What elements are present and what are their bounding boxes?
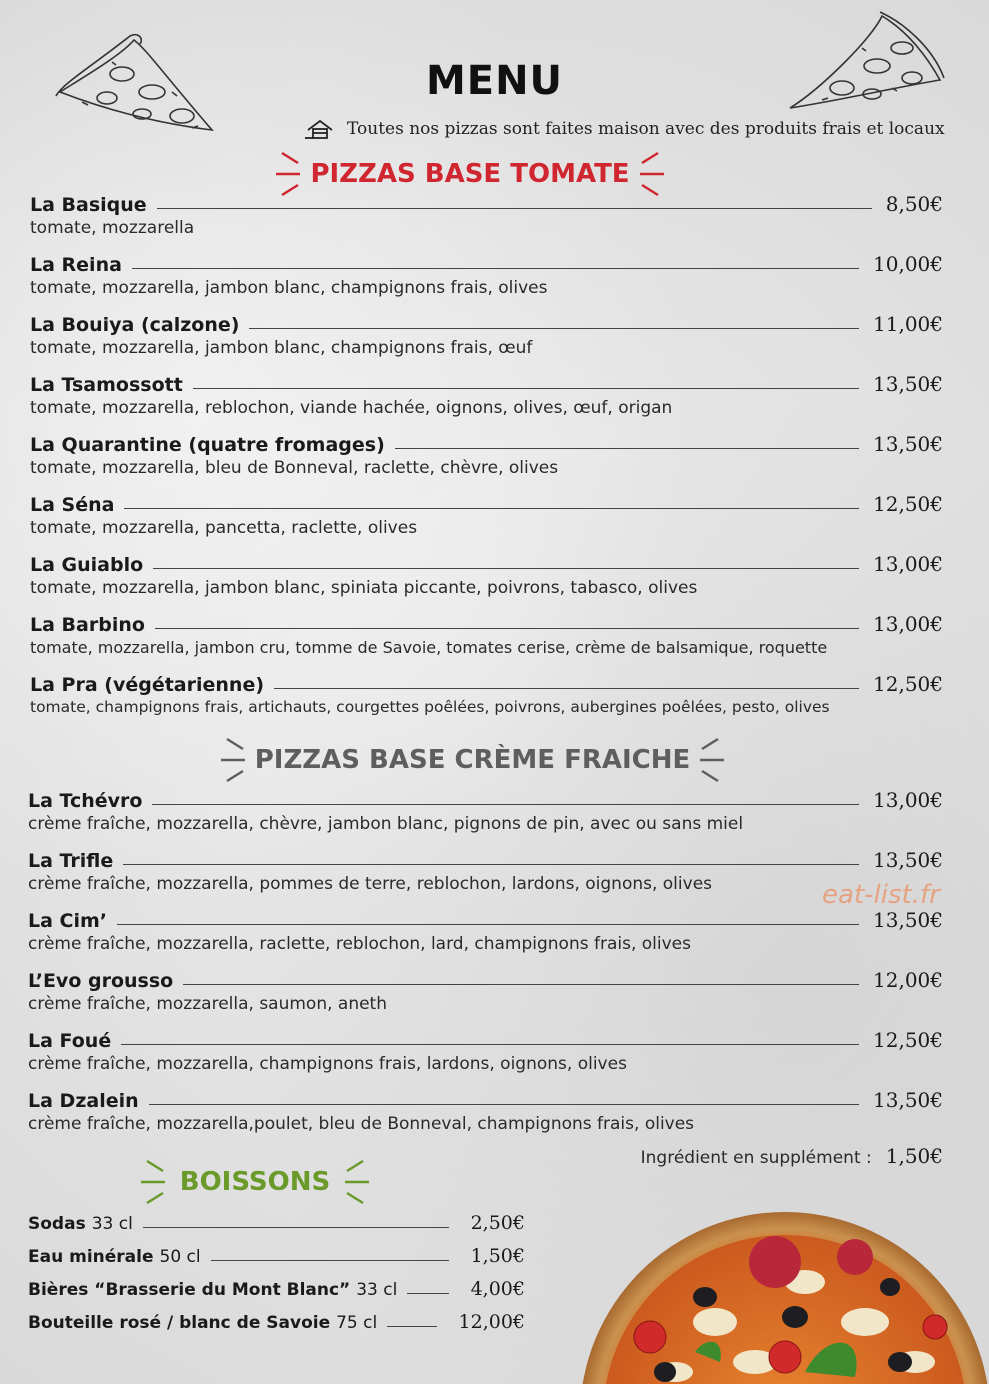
leader-line — [407, 1293, 448, 1294]
menu-item — [30, 550, 943, 598]
menu-item — [30, 430, 943, 478]
menu-item — [30, 610, 943, 657]
section-tomate — [270, 154, 670, 194]
item-desc: tomate, mozzarella — [30, 218, 195, 238]
supplement-label: Ingrédient en supplément : — [640, 1148, 872, 1168]
item-desc: tomate, mozzarella, jambon blanc, champignons frais, œuf — [30, 338, 533, 358]
item-price: 8,50€ — [885, 192, 943, 216]
menu-item — [28, 786, 943, 834]
leader-line — [249, 328, 859, 329]
drink-name: Bouteille rosé / blanc de Savoie — [28, 1313, 331, 1333]
drink-item — [28, 1241, 525, 1267]
drink-price: 12,00€ — [458, 1311, 525, 1333]
item-name: La Foué — [28, 1030, 112, 1052]
item-desc: tomate, mozzarella, bleu de Bonneval, raclette, chèvre, olives — [30, 458, 559, 478]
leader-line — [117, 924, 859, 925]
item-price: 13,00€ — [873, 552, 943, 576]
leader-line — [157, 208, 872, 209]
drink-price: 4,00€ — [470, 1278, 525, 1300]
leader-line — [193, 388, 859, 389]
item-price: 12,00€ — [873, 968, 943, 992]
leader-line — [123, 864, 859, 865]
item-desc: tomate, mozzarella, jambon cru, tomme de Savoie, tomates cerise, crème de balsamique, roquette — [30, 638, 828, 657]
leader-line — [183, 984, 859, 985]
leader-line — [149, 1104, 859, 1105]
item-price: 13,00€ — [873, 612, 943, 636]
watermark: eat-list.fr — [822, 880, 940, 910]
item-name: La Reina — [30, 254, 122, 276]
drink-name: Eau minérale — [28, 1247, 154, 1267]
drink-volume: 75 cl — [336, 1313, 378, 1333]
chef-hat-icon — [305, 118, 335, 140]
item-desc: crème fraîche, mozzarella, pommes de terre, reblochon, lardons, oignons, olives — [28, 874, 713, 894]
item-name: La Séna — [30, 494, 115, 516]
menu-item — [30, 310, 943, 358]
drink-item — [28, 1274, 525, 1300]
drink-volume: 33 cl — [91, 1214, 133, 1234]
item-desc: tomate, mozzarella, pancetta, raclette, olives — [30, 518, 418, 538]
menu-item — [28, 906, 943, 954]
item-name: La Barbino — [30, 614, 145, 636]
drink-price: 2,50€ — [470, 1212, 525, 1234]
item-price: 13,50€ — [873, 372, 943, 396]
item-price: 12,50€ — [873, 1028, 943, 1052]
item-price: 13,50€ — [873, 848, 943, 872]
menu-item — [30, 370, 943, 418]
item-name: La Basique — [30, 194, 147, 216]
item-price: 12,50€ — [873, 492, 943, 516]
supplement-price: 1,50€ — [885, 1144, 943, 1168]
item-name: La Bouiya (calzone) — [30, 314, 240, 336]
leader-line — [155, 628, 859, 629]
pizza-photo — [555, 1212, 989, 1384]
rays-left-icon — [217, 735, 247, 785]
menu-item — [28, 966, 943, 1014]
item-price: 13,50€ — [873, 1088, 943, 1112]
drink-price: 1,50€ — [470, 1245, 525, 1267]
menu-item — [30, 670, 943, 716]
supplement — [641, 1144, 943, 1168]
item-name: La Dzalein — [28, 1090, 139, 1112]
item-price: 13,50€ — [873, 432, 943, 456]
item-name: La Tchévro — [28, 790, 143, 812]
drink-item — [28, 1307, 525, 1333]
item-desc: tomate, mozzarella, jambon blanc, champignons frais, olives — [30, 278, 548, 298]
menu-item — [30, 490, 943, 538]
leader-line — [143, 1227, 449, 1228]
menu-item — [30, 190, 943, 238]
section-title: PIZZAS BASE CRÈME FRAICHE — [254, 745, 691, 775]
item-desc: tomate, mozzarella, reblochon, viande hachée, oignons, olives, œuf, origan — [30, 398, 673, 418]
page-title: MENU — [425, 58, 564, 104]
item-name: La Trifle — [28, 850, 114, 872]
item-desc: tomate, champignons frais, artichauts, courgettes poêlées, poivrons, aubergines poêlées, pesto, olives — [30, 698, 830, 716]
drink-item — [28, 1208, 525, 1234]
item-name: La Cim’ — [28, 910, 108, 932]
item-price: 13,50€ — [873, 908, 943, 932]
leader-line — [274, 688, 859, 689]
item-price: 11,00€ — [873, 312, 943, 336]
section-boissons — [135, 1160, 375, 1204]
menu-item — [28, 1086, 943, 1134]
leader-line — [124, 508, 859, 509]
menu-item — [30, 250, 943, 298]
item-desc: crème fraîche, mozzarella, chèvre, jambon blanc, pignons de pin, avec ou sans miel — [28, 814, 744, 834]
item-desc: crème fraîche, mozzarella, saumon, aneth — [28, 994, 388, 1014]
item-desc: crème fraîche, mozzarella, champignons frais, lardons, oignons, olives — [28, 1054, 627, 1074]
section-title: PIZZAS BASE TOMATE — [310, 159, 630, 189]
item-name: La Tsamossott — [30, 374, 183, 396]
leader-line — [152, 804, 859, 805]
drink-name: Bières “Brasserie du Mont Blanc” — [28, 1280, 351, 1300]
item-name: La Guiablo — [30, 554, 144, 576]
drink-volume: 50 cl — [159, 1247, 201, 1267]
item-price: 13,00€ — [873, 788, 943, 812]
drink-name: Sodas — [28, 1214, 86, 1234]
rays-right-icon — [343, 1157, 373, 1207]
section-creme — [215, 738, 730, 782]
item-desc: crème fraîche, mozzarella, raclette, reblochon, lard, champignons frais, olives — [28, 934, 691, 954]
rays-left-icon — [137, 1157, 167, 1207]
subtitle-text: Toutes nos pizzas sont faites maison avec des produits frais et locaux — [347, 119, 945, 139]
leader-line — [211, 1260, 449, 1261]
drink-volume: 33 cl — [356, 1280, 398, 1300]
item-name: La Quarantine (quatre fromages) — [30, 434, 385, 456]
section-title: BOISSONS — [179, 1167, 331, 1197]
menu-item — [28, 846, 943, 894]
menu-item — [28, 1026, 943, 1074]
item-desc: tomate, mozzarella, jambon blanc, spiniata piccante, poivrons, tabasco, olives — [30, 578, 698, 598]
leader-line — [395, 448, 859, 449]
leader-line — [387, 1326, 436, 1327]
subtitle — [305, 118, 945, 140]
item-price: 10,00€ — [873, 252, 943, 276]
leader-line — [121, 1044, 859, 1045]
rays-right-icon — [698, 735, 728, 785]
item-desc: crème fraîche, mozzarella,poulet, bleu de Bonneval, champignons frais, olives — [28, 1114, 695, 1134]
item-name: La Pra (végétarienne) — [30, 674, 265, 696]
item-price: 12,50€ — [873, 672, 943, 696]
leader-line — [153, 568, 859, 569]
item-name: L’Evo grousso — [28, 970, 174, 992]
leader-line — [132, 268, 859, 269]
